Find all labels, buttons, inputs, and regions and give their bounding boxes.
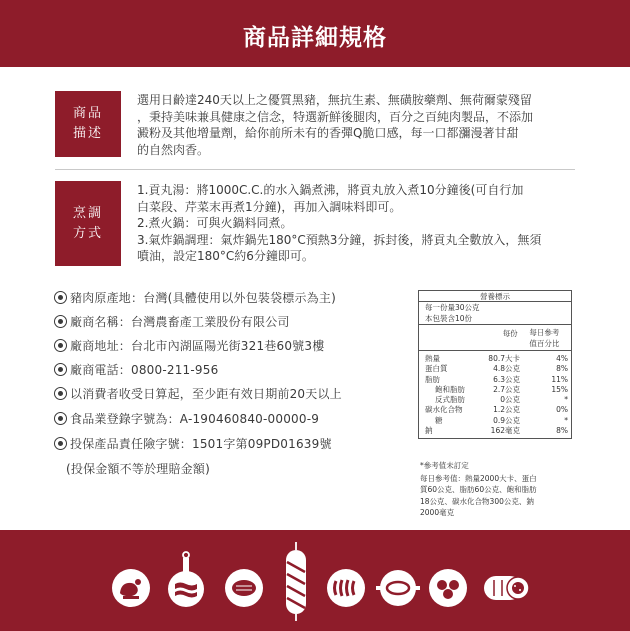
- daily-value-header: [518, 325, 571, 350]
- bullet-icon: [54, 291, 67, 304]
- cooking-line: 1.貢丸湯：將1000C.C.的水入鍋煮沸，將貢丸放入煮10分鐘後(可自行加: [137, 183, 524, 197]
- cooking-text: [137, 182, 577, 265]
- nutrition-table: [418, 290, 572, 439]
- nutrient-daily-value: *: [564, 415, 568, 425]
- sliced-sausage-plate-icon: [326, 568, 366, 608]
- nutrient-daily-value: 15%: [551, 384, 568, 394]
- info-text: 食品業登錄字號為：A-190460840-00000-9: [70, 412, 320, 426]
- nutrient-name: 反式脂肪: [435, 395, 465, 405]
- nutrition-rows: [419, 351, 571, 438]
- nutrient-daily-value: *: [564, 395, 568, 405]
- bullet-icon: [54, 412, 67, 425]
- nutrient-amount: 0.9公克: [493, 415, 520, 425]
- nutrition-note: [420, 460, 580, 519]
- nutrient-name: 鈉: [425, 426, 433, 436]
- cooking-line: 3.氣炸鍋調理：氣炸鍋先180°C預熱3分鐘，拆封後，將貢丸全數放入，無須: [137, 232, 542, 247]
- cooking-line: 噴油，設定180°C約6分鐘即可。: [137, 249, 314, 264]
- cooking-label-line: 烹調: [72, 205, 103, 221]
- header-bar: [0, 0, 630, 67]
- serving-size: 每一份量30公克: [425, 303, 480, 312]
- table-row: [419, 385, 571, 395]
- info-text: 投保產品責任險字號：1501字第09PD01639號: [70, 437, 332, 451]
- nutrition-note-line: 2000毫克: [420, 508, 455, 517]
- pan-icon: [376, 568, 420, 608]
- list-item: [54, 313, 290, 330]
- table-row: [419, 416, 571, 426]
- list-item: [54, 289, 336, 306]
- bullet-icon: [54, 363, 67, 376]
- info-text: 廠商地址：台北市內湖區陽光街321巷60號3樓: [70, 339, 325, 353]
- table-row: [419, 405, 571, 415]
- page-title: 商品詳細規格: [243, 25, 387, 51]
- description-text: [137, 92, 577, 158]
- table-row: [419, 375, 571, 385]
- footer-bar: [0, 530, 630, 631]
- insurance-note: [66, 460, 210, 477]
- description-label: [55, 91, 121, 157]
- nutrient-amount: 162毫克: [490, 426, 520, 436]
- cooking-line: 2.煮火鍋：可與火鍋料同煮。: [137, 216, 293, 231]
- nutrient-daily-value: 11%: [551, 374, 568, 384]
- info-text: 以消費者收受日算起，至少距有效日期前20天以上: [70, 387, 342, 401]
- nutrition-note-line: *參考值未訂定: [420, 461, 469, 470]
- table-row: [419, 395, 571, 405]
- per-serving-header: 每份: [502, 329, 518, 338]
- info-text: 廠商名稱：台灣農畜產工業股份有限公司: [70, 315, 290, 329]
- nutrient-amount: 0公克: [500, 395, 520, 405]
- nutrition-note-line: 質60公克、脂肪60公克、飽和脂肪: [420, 485, 537, 494]
- description-label-line: 商品: [72, 106, 103, 121]
- bullet-icon: [54, 339, 67, 352]
- cooking-label: [55, 181, 121, 266]
- cooking-line: 白菜段、芹菜末再煮1分鐘)，再加入調味料即可。: [137, 199, 402, 214]
- nutrient-name: 飽和脂肪: [435, 384, 465, 394]
- nutrient-amount: 2.7公克: [493, 384, 520, 394]
- servings-per-package: 本包裝含10份: [425, 313, 473, 323]
- table-row: [419, 426, 571, 436]
- list-item: [54, 385, 342, 402]
- nutrient-amount: 6.3公克: [493, 374, 520, 384]
- meat-grinder-icon: [111, 568, 151, 608]
- info-note-text: (投保金額不等於理賠金額): [66, 462, 210, 476]
- table-row: [419, 354, 571, 364]
- nutrient-daily-value: 4%: [556, 354, 568, 363]
- nutrient-amount: 4.8公克: [493, 364, 520, 374]
- table-row: [419, 364, 571, 374]
- nutrient-name: 蛋白質: [425, 364, 448, 374]
- nutrition-serving: [419, 302, 571, 325]
- nutrition-note-line: 18公克、碳水化合物300公克、鈉: [420, 496, 534, 506]
- bullet-icon: [54, 387, 67, 400]
- nutrient-daily-value: 8%: [556, 364, 568, 374]
- description-line: 澱粉及其他增量劑，給你前所未有的香彈Q脆口感，每一口都瀰漫著甘甜: [137, 126, 519, 141]
- description-label-line: 描述: [72, 126, 103, 141]
- nutrient-amount: 1.2公克: [493, 405, 520, 415]
- nutrition-header-row: [419, 325, 571, 351]
- bullet-icon: [54, 437, 67, 450]
- list-item: [54, 361, 218, 378]
- cooking-label-line: 方式: [72, 225, 103, 241]
- list-item: [54, 337, 324, 354]
- nutrient-name: 糖: [435, 415, 443, 425]
- salami-icon: [482, 568, 530, 608]
- list-item: [54, 410, 319, 427]
- nutrition-title: 營養標示: [419, 291, 571, 302]
- bullet-icon: [54, 315, 67, 328]
- nutrient-daily-value: 8%: [556, 426, 568, 436]
- sausage-icon: [283, 542, 309, 622]
- nutrient-daily-value: 0%: [556, 405, 568, 415]
- nutrient-amount: 80.7大卡: [488, 354, 520, 363]
- bacon-board-icon: [167, 550, 205, 610]
- meatballs-plate-icon: [428, 568, 468, 608]
- nutrition-note-line: 每日參考值：熱量2000大卡、蛋白: [420, 473, 537, 483]
- steak-plate-icon: [224, 568, 264, 608]
- section-divider: [55, 169, 575, 170]
- nutrient-name: 脂肪: [425, 374, 440, 384]
- description-line: 的自然肉香。: [137, 142, 210, 157]
- description-line: ，秉持美味兼具健康之信念，特選新鮮後腿肉，百分之百純肉製品，不添加: [137, 109, 534, 124]
- description-line: 選用日齡達240天以上之優質黑豬，無抗生素、無磺胺藥劑、無荷爾蒙殘留: [137, 93, 532, 107]
- info-text: 廠商電話：0800-211-956: [70, 363, 219, 377]
- nutrient-name: 碳水化合物: [425, 405, 463, 415]
- daily-value-header-line: 每日參考: [529, 328, 560, 337]
- nutrient-name: 熱量: [425, 354, 440, 363]
- info-text: 豬肉原產地：台灣(具體使用以外包裝袋標示為主): [70, 291, 336, 305]
- list-item: [54, 435, 332, 452]
- daily-value-header-line: 值百分比: [529, 338, 560, 348]
